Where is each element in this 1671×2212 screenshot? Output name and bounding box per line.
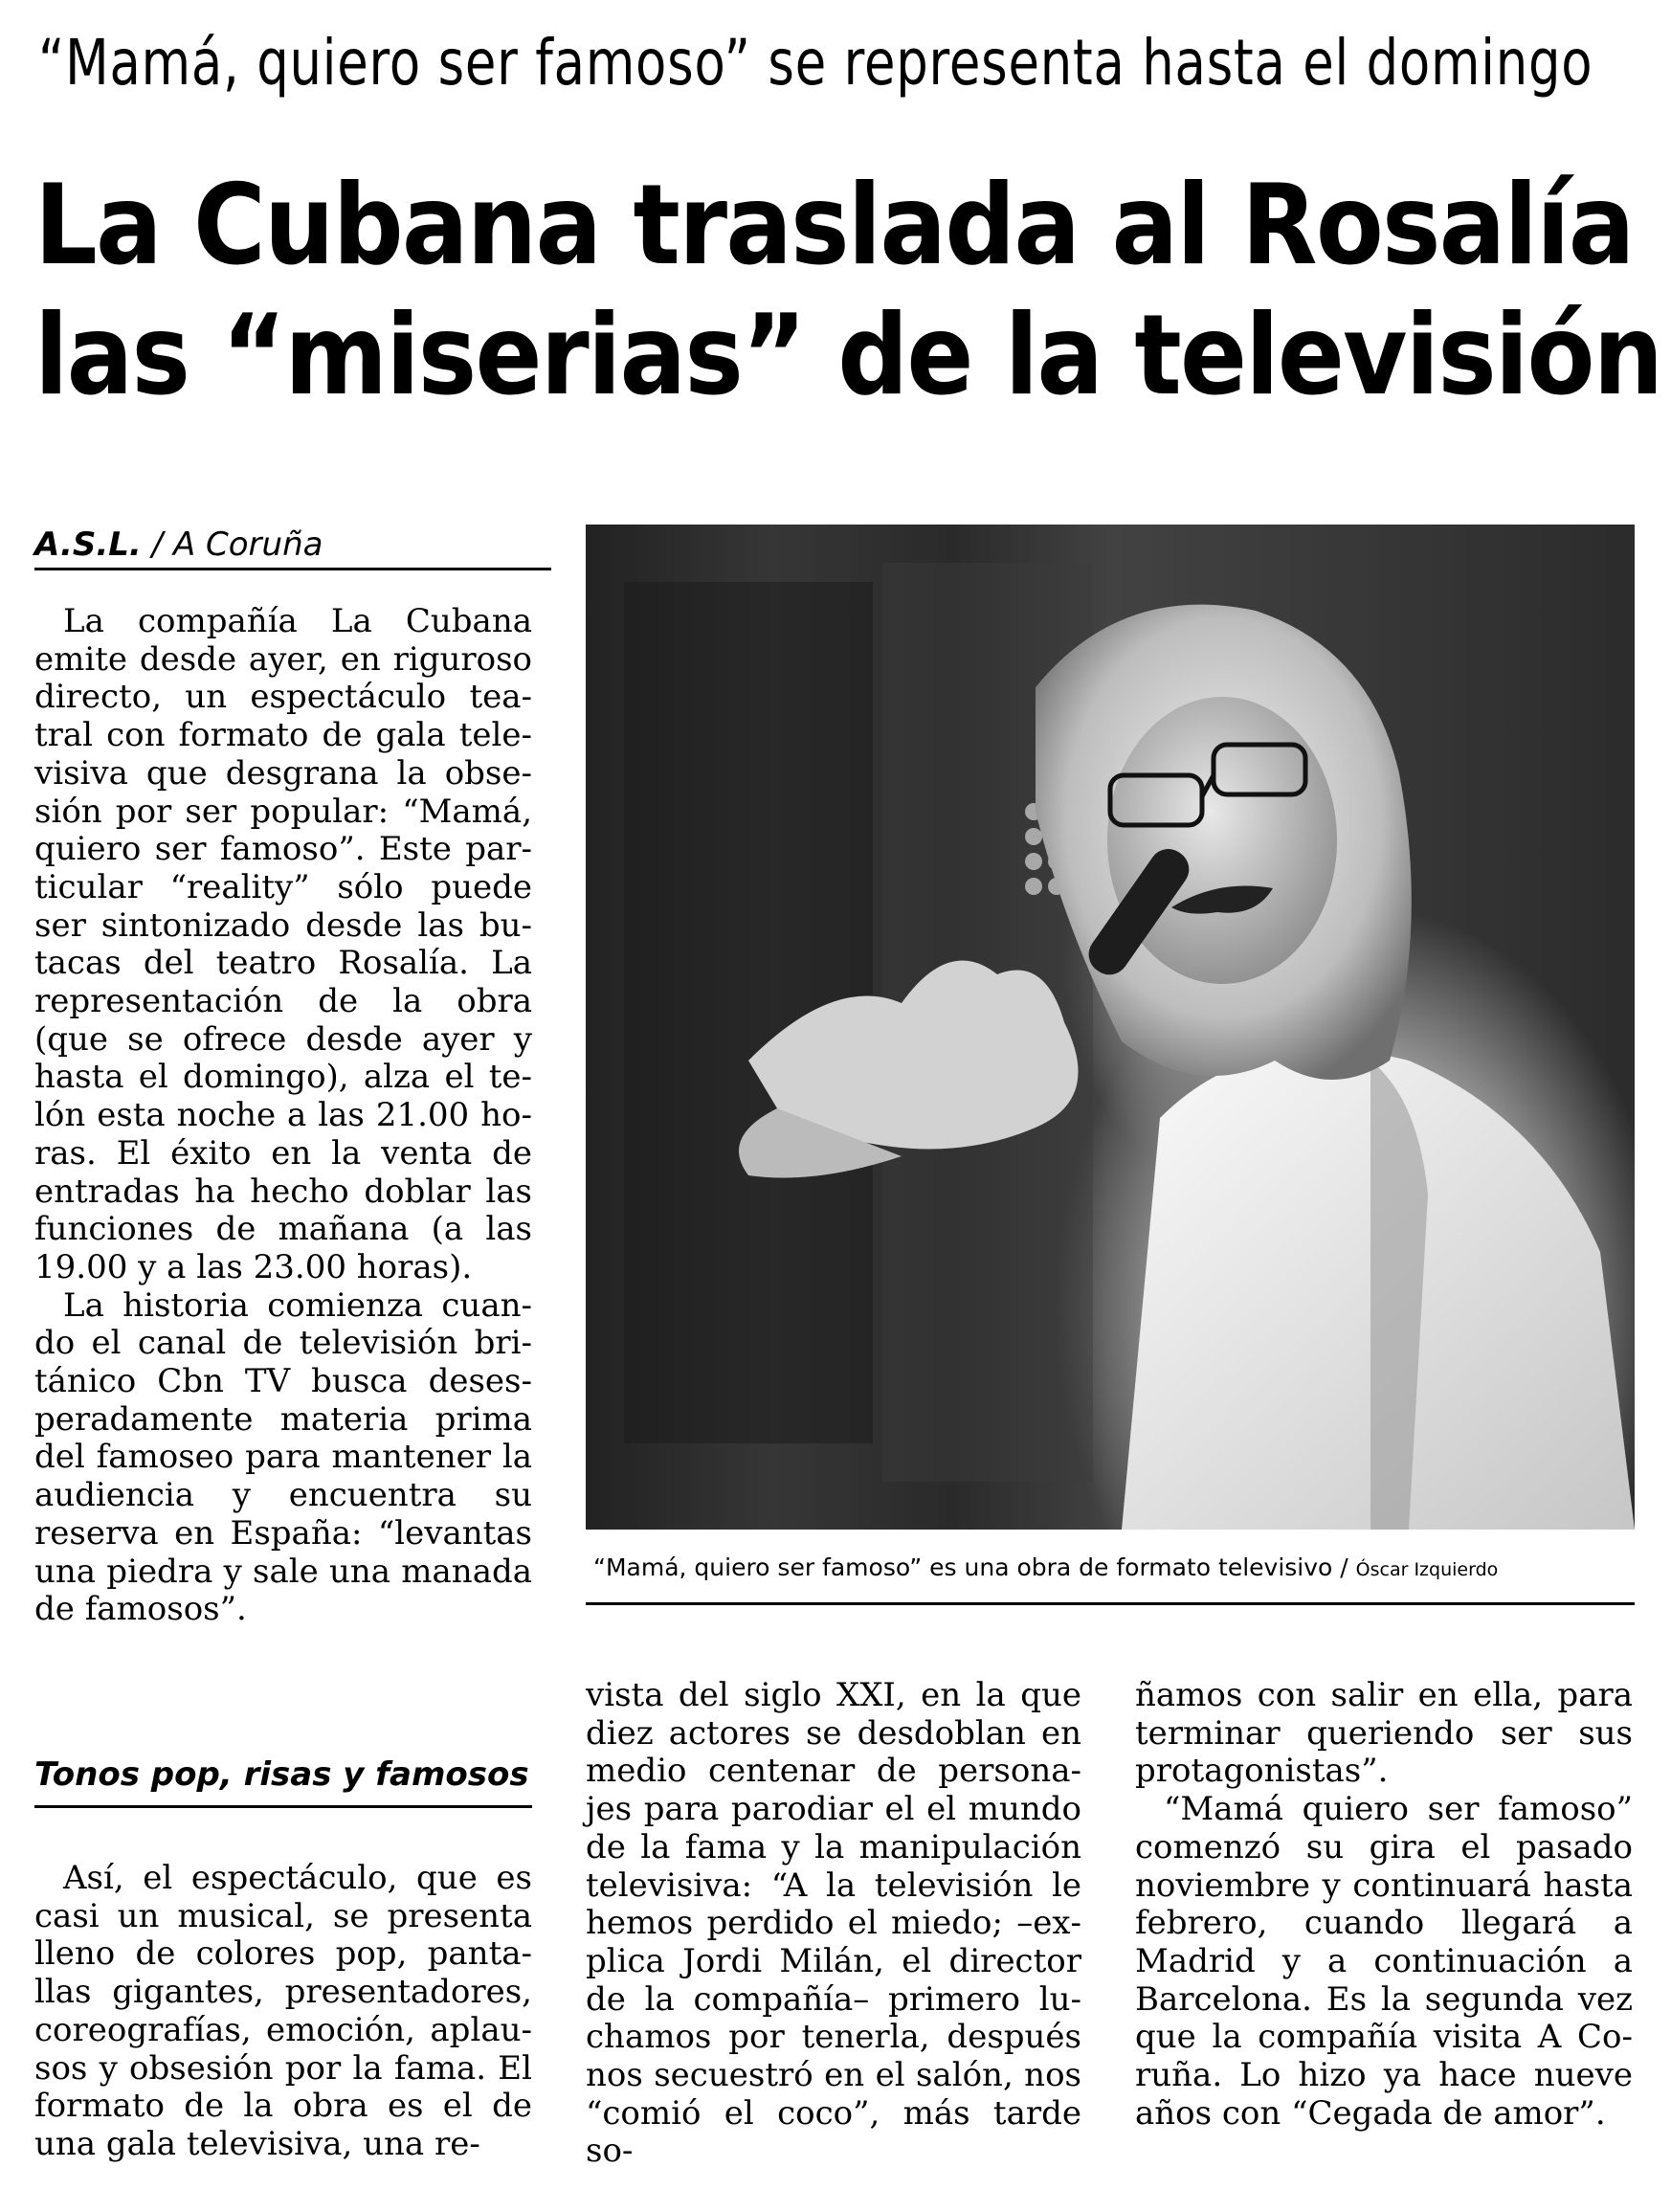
caption-divider <box>586 1602 1635 1605</box>
byline <box>34 522 551 570</box>
kicker: “Mamá, quiero ser famoso” se representa hasta el domingo <box>38 26 1593 100</box>
body-column-3 <box>1135 1677 1633 2133</box>
subhead: Tonos pop, risas y famosos <box>34 1750 532 1808</box>
caption-credit: Óscar Izquierdo <box>1355 1559 1499 1580</box>
body-paragraph: Así, el espectáculo, que es casi un musical, se presenta lleno de colores pop, pantallas gigantes, presentadores, coreografías, emoción, aplausos y obsesión por la fama. El formato de la obra es el de una gala televisiva, una re- <box>34 1859 532 2163</box>
body-paragraph: ñamos con salir en ella, para terminar queriendo ser sus protagonistas”. <box>1135 1676 1633 1791</box>
article-photo <box>586 525 1635 1530</box>
body-paragraph: vista del siglo XXI, en la que diez actores se desdoblan en medio centenar de personajes para parodiar el el mundo de la fama y la manipulación televisiva: “A la televisión le hemos perdido el miedo; –explica Jordi Milán, el director de la compañía– primero luchamos por tenerla, después nos secuestró en el salón, nos “comió el coco”, más tarde so- <box>586 1676 1081 2171</box>
headline-line-1: La Cubana traslada al Rosalía <box>34 161 1634 290</box>
byline-author: A.S.L. <box>34 525 142 564</box>
caption-text: “Mamá, quiero ser famoso” es una obra de formato televisivo / <box>593 1553 1356 1581</box>
byline-place: A Coruña <box>172 525 323 564</box>
body-column-1-lower <box>34 1860 532 2164</box>
body-paragraph: La compañía La Cubana emite desde ayer, en riguroso directo, un espectáculo teatral con formato de gala televisiva que desgrana la obsesión por ser popular: “Mamá, quiero ser famoso”. Este particular “reality” sólo puede ser sintonizado desde las butacas del teatro Rosalía. La representación de la obra (que se ofrece desde ayer y hasta el domingo), alza el telón esta noche a las 21.00 horas. El éxito en la venta de entradas ha hecho doblar las funciones de mañana (a las 19.00 y a las 23.00 horas). <box>34 602 532 1286</box>
headline <box>34 161 1661 421</box>
headline-line-2: las “miserias” de la televisión <box>34 291 1662 420</box>
photo-illustration <box>586 525 1635 1530</box>
body-paragraph: “Mamá quiero ser famoso” comenzó su gira el pasado noviembre y continuará hasta febrero, cuando llegará a Madrid y a continuación a Barcelona. Es la segunda vez que la compañía visita A Coruña. Lo hizo ya hace nueve años con “Cegada de amor”. <box>1135 1790 1633 2133</box>
byline-separator: / <box>141 525 173 564</box>
photo-caption <box>593 1547 1637 1589</box>
body-column-2 <box>586 1677 1081 2171</box>
body-column-1 <box>34 603 532 1629</box>
body-paragraph: La historia comienza cuando el canal de televisión británico Cbn TV busca desesperadamente materia prima del famoseo para mantener la audiencia y encuentra su reserva en España: “levantas una piedra y sale una manada de famosos”. <box>34 1285 532 1629</box>
